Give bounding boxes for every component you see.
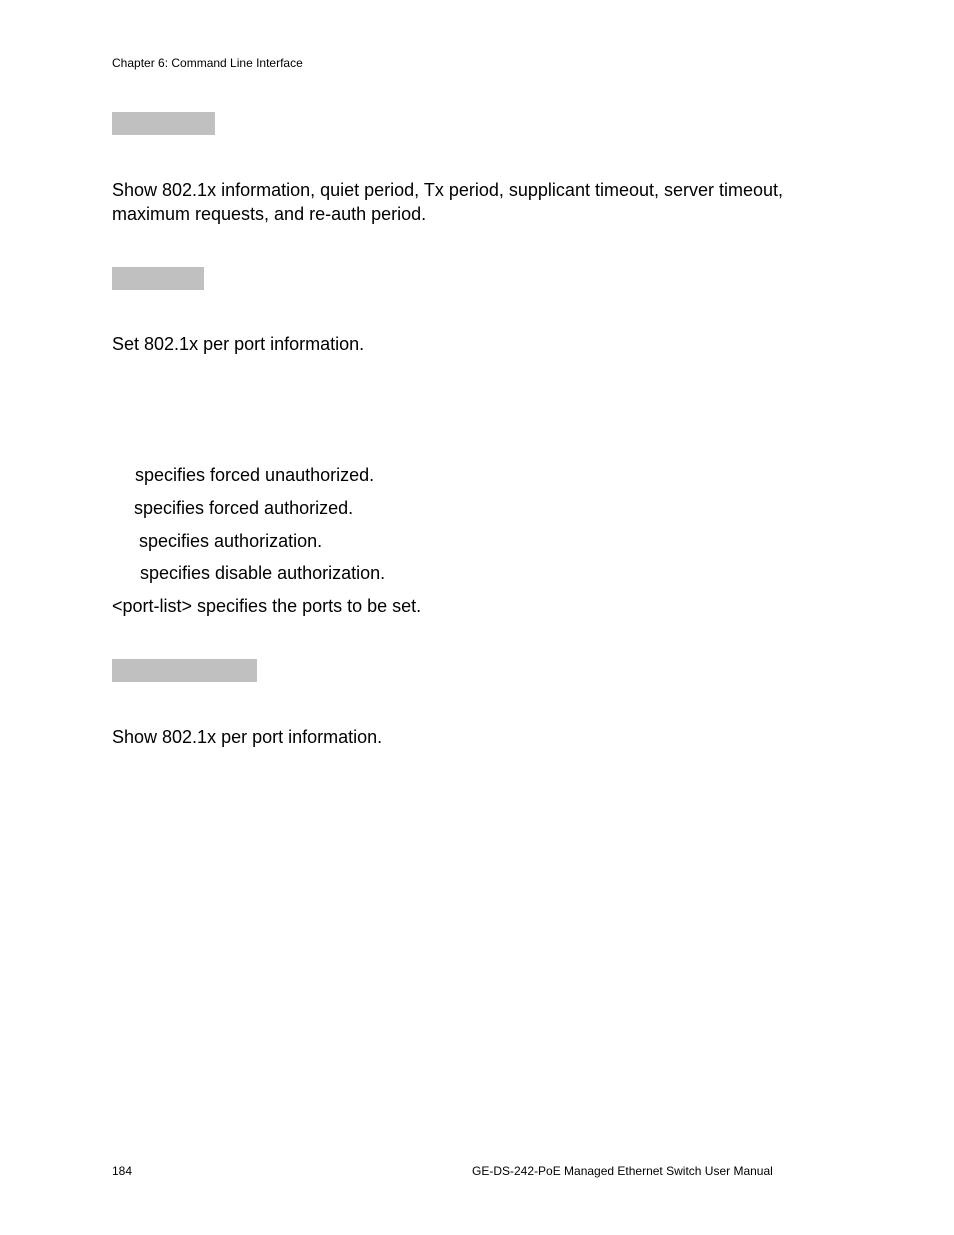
section-2-description: Set 802.1x per port information. (112, 334, 365, 354)
option-forced-unauthorized: specifies forced unauthorized. (135, 465, 375, 485)
page-number: 184 (112, 1164, 133, 1178)
redacted-command-block-3 (112, 659, 257, 682)
option-port-list: <port-list> specifies the ports to be set. (112, 596, 422, 616)
option-disable-authorization: specifies disable authorization. (140, 563, 386, 583)
section-1-description: Show 802.1x information, quiet period, Tx period, supplicant timeout, server timeout, maximum requests, and re-auth period. (112, 180, 784, 224)
option-authorization: specifies authorization. (139, 531, 323, 551)
redacted-command-block-2 (112, 267, 204, 290)
manual-title: GE-DS-242-PoE Managed Ethernet Switch User Manual (472, 1164, 773, 1178)
chapter-header: Chapter 6: Command Line Interface (112, 56, 303, 70)
section-3-description: Show 802.1x per port information. (112, 727, 383, 747)
option-forced-authorized: specifies forced authorized. (134, 498, 354, 518)
redacted-command-block-1 (112, 112, 215, 135)
